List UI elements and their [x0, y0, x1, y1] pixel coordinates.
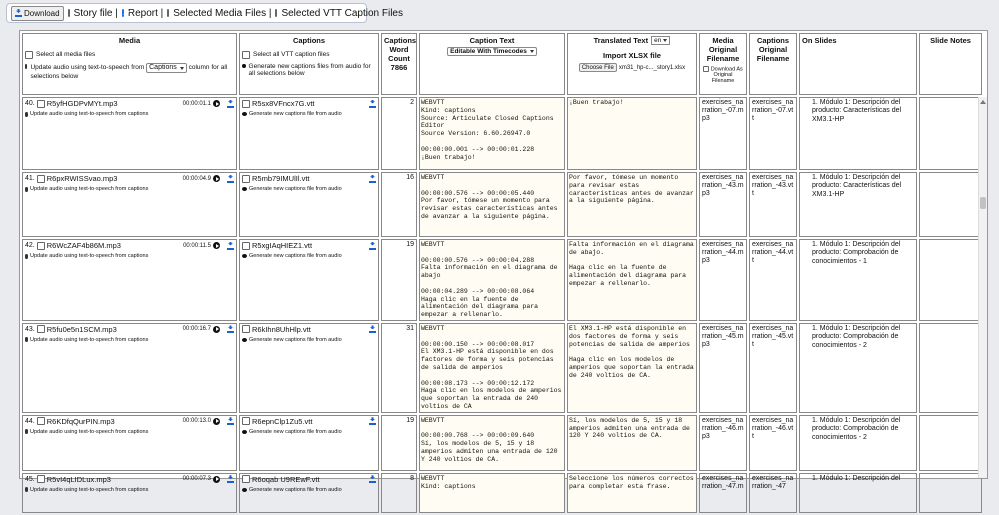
on-slides-cell: 1. Módulo 1: Descripción del producto: Comprobación de conocimientos - 2 — [799, 415, 917, 471]
captions-original-cell: exercises_narration_-07.vtt — [749, 97, 797, 170]
captions-header — [239, 33, 379, 95]
media-original-cell: exercises_narration_-45.mp3 — [699, 323, 747, 413]
media-duration: 00:00:11.5 — [183, 242, 211, 249]
translated-text-cell[interactable] — [567, 239, 697, 321]
captions-header-title: Captions — [292, 36, 326, 45]
microphone-icon — [25, 337, 28, 342]
download-icon[interactable] — [369, 417, 376, 425]
top-toolbar — [6, 3, 403, 23]
media-row-checkbox[interactable] — [37, 475, 45, 483]
report-table — [20, 31, 984, 515]
caption-mode-value: Editable With Timecodes — [450, 48, 527, 55]
slide-notes-cell — [919, 239, 982, 321]
slide-notes-cell — [919, 323, 982, 413]
language-select[interactable] — [651, 36, 670, 45]
download-icon[interactable] — [227, 175, 234, 183]
download-as-original[interactable] — [702, 66, 744, 84]
generate-captions-label[interactable]: Generate new captions file from audio — [249, 111, 342, 117]
media-original-cell: exercises_narration_-44.mp3 — [699, 239, 747, 321]
vtt-file-name: R5mb79IMUlIl.vtt — [252, 174, 310, 183]
download-icon[interactable] — [227, 475, 234, 483]
generate-captions-label[interactable]: Generate new captions file from audio — [249, 336, 342, 343]
play-icon[interactable] — [213, 242, 220, 249]
vtt-row-checkbox[interactable] — [242, 242, 250, 250]
media-original-cell: exercises_narration_-07.mp3 — [699, 97, 747, 170]
captions-cell — [239, 323, 379, 413]
media-row-checkbox[interactable] — [37, 417, 45, 425]
tts-source-select[interactable] — [146, 63, 187, 73]
speech-bubble-icon — [242, 488, 247, 492]
captions-original-title: Captions Original Filename — [756, 36, 790, 63]
slide-notes-cell — [919, 97, 982, 170]
download-button[interactable] — [11, 6, 64, 21]
row-number: 42. — [25, 242, 35, 249]
translated-text-editor[interactable]: Sí, los modelos de 5, 15 y 18 amperios admiten una entrada de 120 Y 240 voltios de CA. — [568, 416, 696, 470]
on-slides-cell: 1. Módulo 1: Descripción del producto: Características del XM3.1-HP — [799, 97, 917, 170]
select-all-media-checkbox[interactable] — [25, 51, 33, 59]
vtt-row-checkbox[interactable] — [242, 100, 250, 108]
caption-text-editor[interactable]: WEBVTT 00:00:00.576 --> 00:00:04.288 Falta información en el diagrama de abajo 00:00:04.289 --> 00:00:08.064 Haga clic en la fuente de alimentación del diagrama para empezar a rellenarlo. — [420, 240, 564, 320]
microphone-icon — [25, 187, 28, 192]
translated-text-header — [567, 33, 697, 95]
download-icon[interactable] — [227, 325, 234, 333]
word-count-cell: 8 — [381, 473, 417, 513]
media-cell — [22, 323, 237, 413]
media-row-checkbox[interactable] — [37, 242, 45, 250]
scrollbar-thumb[interactable] — [980, 197, 986, 209]
row-number: 44. — [25, 417, 35, 425]
media-original-cell: exercises_narration_-46.mp3 — [699, 415, 747, 471]
download-icon[interactable] — [369, 475, 376, 483]
captions-original-cell: exercises_narration_-45.vtt — [749, 323, 797, 413]
vtt-file-name: R6kIhn8UhHlp.vtt — [252, 324, 311, 334]
download-icon[interactable] — [369, 325, 376, 333]
play-icon[interactable] — [213, 326, 220, 333]
translated-text-editor[interactable]: ¡Buen trabajo! — [568, 98, 696, 169]
select-all-media-label: Select all media files — [36, 51, 96, 59]
media-cell — [22, 415, 237, 471]
generate-captions-label[interactable]: Generate new captions file from audio — [249, 486, 342, 493]
media-row-checkbox[interactable] — [37, 100, 45, 108]
row-number: 43. — [25, 325, 35, 333]
download-icon[interactable] — [369, 175, 376, 183]
caption-text-editor[interactable]: WEBVTT 00:00:00.768 --> 00:00:09.640 Sí, los modelos de 5, 15 y 18 amperios admiten una entrada de 120 Y 240 voltios de CA. — [420, 416, 564, 470]
word-count-total: 7866 — [390, 63, 408, 72]
on-slides-cell: 1. Módulo 1: Descripción del producto: Comprobación de conocimientos - 1 — [799, 239, 917, 321]
media-duration: 00:00:04.9 — [182, 175, 211, 182]
caption-text-header — [419, 33, 565, 95]
word-count-header — [381, 33, 417, 95]
chevron-down-icon — [663, 39, 667, 42]
table-row — [22, 239, 982, 321]
download-label: Download — [24, 8, 60, 18]
speech-bubble-icon — [242, 254, 247, 258]
update-audio-label[interactable]: Update audio using text-to-speech from captions — [30, 186, 149, 192]
media-file-name: R5yfHGDPvMYt.mp3 — [46, 99, 118, 108]
select-all-vtt-checkbox[interactable] — [242, 51, 250, 59]
play-icon[interactable] — [213, 100, 220, 107]
selected-media-label: Selected Media Files | — [173, 7, 272, 19]
row-number: 45. — [25, 475, 35, 483]
on-slides-cell: 1. Módulo 1: Descripción del producto: Características del XM3.1-HP — [799, 172, 917, 237]
captions-cell — [239, 172, 379, 237]
chosen-file-name: xm31_hp-c..._story1.xlsx — [618, 64, 686, 71]
translated-text-editor[interactable]: El XM3.1-HP está disponible en dos factores de forma y seis potencias de salida de amperios Haga clic en los modelos de amperios que soportan la entrada de 240 voltios de CA. — [568, 324, 696, 412]
vtt-row-checkbox[interactable] — [242, 417, 250, 425]
download-icon — [15, 9, 22, 17]
microphone-icon — [25, 112, 28, 117]
download-icon[interactable] — [227, 417, 234, 425]
word-count-cell: 2 — [381, 97, 417, 170]
generate-captions-label[interactable]: Generate new captions file from audio — [249, 253, 342, 259]
translated-text-editor[interactable]: Por favor, tómese un momento para revisar estas características antes de avanzar a la siguiente página. — [568, 173, 696, 236]
vtt-file-name: R6oqab U9REwF.vtt — [252, 474, 320, 484]
download-icon[interactable] — [369, 100, 376, 108]
word-count-cell: 16 — [381, 172, 417, 237]
table-row — [22, 415, 982, 471]
selected-media-checkbox[interactable] — [167, 9, 169, 17]
word-count-cell: 31 — [381, 323, 417, 413]
media-header-title: Media — [118, 36, 141, 45]
caption-text-cell[interactable] — [419, 172, 565, 237]
captions-cell — [239, 97, 379, 170]
speech-bubble-icon — [242, 64, 246, 68]
report-checkbox[interactable] — [122, 9, 124, 17]
tts-source-value: Captions — [149, 64, 177, 71]
speech-bubble-icon — [242, 430, 247, 434]
translated-text-editor[interactable]: Falta información en el diagrama de abajo. Haga clic en la fuente de alimentación del diagrama para empezar a rellenarlo. — [568, 240, 696, 320]
on-slides-cell: 1. Módulo 1: Descripción del — [799, 473, 917, 513]
caption-text-cell[interactable] — [419, 323, 565, 413]
captions-original-cell: exercises_narration_-47 — [749, 473, 797, 513]
story-file-label: Story file | — [73, 7, 118, 19]
media-file-name: R5fu0e5n1SCM.mp3 — [46, 324, 117, 334]
media-file-name: R6KDfqQurPIN.mp3 — [46, 416, 115, 426]
story-file-checkbox[interactable] — [68, 9, 70, 17]
captions-original-cell: exercises_narration_-44.vtt — [749, 239, 797, 321]
caption-text-title: Caption Text — [469, 36, 515, 45]
caption-text-cell[interactable] — [419, 97, 565, 170]
microphone-icon — [25, 254, 28, 259]
translated-text-editor[interactable]: Seleccione los números correctos para completar esta frase. — [568, 474, 696, 512]
media-original-cell: exercises_narration_-47.m — [699, 473, 747, 513]
chevron-down-icon — [180, 67, 184, 70]
slide-notes-cell — [919, 172, 982, 237]
media-file-name: R6pxRWISSvao.mp3 — [46, 174, 118, 183]
chevron-down-icon — [530, 50, 534, 53]
word-count-cell: 19 — [381, 415, 417, 471]
download-icon[interactable] — [369, 242, 376, 250]
translated-text-cell[interactable] — [567, 473, 697, 513]
generate-captions-label[interactable]: Generate new captions file from audio — [249, 428, 342, 435]
media-original-cell: exercises_narration_-43.mp3 — [699, 172, 747, 237]
language-value: en — [654, 37, 662, 44]
media-duration: 00:00:16.7 — [182, 326, 211, 333]
on-slides-header — [799, 33, 917, 95]
captions-cell — [239, 473, 379, 513]
row-number: 40. — [25, 100, 35, 107]
slide-notes-cell — [919, 415, 982, 471]
select-all-vtt-label: Select all VTT caption files — [253, 51, 330, 59]
update-audio-label[interactable]: Update audio using text-to-speech from captions — [30, 428, 149, 435]
media-row-checkbox[interactable] — [37, 175, 45, 183]
caption-text-editor[interactable]: WEBVTT 00:00:00.150 --> 00:00:08.017 El XM3.1-HP está disponible en dos factores de forma y seis potencias de salida de amperios 00:00:08.173 --> 00:00:12.172 Haga clic en los modelos de amperios que soportan la entrada de 240 voltios de CA — [420, 324, 564, 412]
word-count-title: Captions Word Count — [384, 36, 417, 63]
captions-original-header — [749, 33, 797, 95]
update-audio-label[interactable]: Update audio using text-to-speech from captions — [30, 336, 149, 343]
selected-vtt-checkbox[interactable] — [275, 9, 277, 17]
vtt-row-checkbox[interactable] — [242, 175, 250, 183]
caption-mode-select[interactable] — [447, 47, 537, 56]
update-audio-label[interactable]: Update audio using text-to-speech from captions — [30, 253, 149, 259]
download-as-original-checkbox[interactable] — [703, 66, 709, 72]
captions-cell — [239, 239, 379, 321]
table-row — [22, 97, 982, 170]
media-file-name: R6WcZAF4b86M.mp3 — [46, 241, 121, 250]
slide-notes-title: Slide Notes — [930, 36, 971, 45]
microphone-icon — [25, 487, 28, 492]
caption-text-editor[interactable]: WEBVTT Kind: captions Source: Articulate Closed Captions Editor Source Version: 6.60.26947.0 00:00:00.001 --> 00:00:01.228 ¡Buen trabajo! — [420, 98, 564, 169]
media-cell — [22, 172, 237, 237]
media-header — [22, 33, 237, 95]
play-icon[interactable] — [213, 175, 220, 182]
media-update-suffix: column for all selections below — [30, 64, 228, 81]
vertical-scrollbar[interactable] — [978, 97, 987, 478]
captions-original-cell: exercises_narration_-46.vtt — [749, 415, 797, 471]
caption-text-cell[interactable] — [419, 415, 565, 471]
captions-original-cell: exercises_narration_-43.vtt — [749, 172, 797, 237]
report-label: Report | — [127, 7, 164, 19]
media-original-header — [699, 33, 747, 95]
speech-bubble-icon — [242, 338, 247, 342]
play-icon[interactable] — [213, 418, 220, 425]
vtt-file-name: R5sx8VFncx7G.vtt — [252, 99, 315, 108]
report-table-container — [19, 30, 988, 493]
speech-bubble-icon — [242, 187, 247, 191]
scroll-up-icon[interactable] — [980, 100, 986, 104]
table-row — [22, 473, 982, 513]
caption-text-cell[interactable] — [419, 239, 565, 321]
vtt-file-name: R5xgIAqHIEZ1.vtt — [252, 241, 313, 250]
translated-text-title: Translated Text — [593, 36, 649, 45]
captions-generate-label: Generate new captions files from audio for all selections below — [248, 63, 371, 78]
slide-notes-cell — [919, 473, 982, 513]
vtt-row-checkbox[interactable] — [242, 325, 250, 333]
on-slides-title: On Slides — [802, 36, 837, 45]
media-duration: 00:00:01.1 — [182, 100, 211, 107]
microphone-icon — [25, 429, 28, 434]
slide-notes-header — [919, 33, 982, 95]
table-row — [22, 172, 982, 237]
media-row-checkbox[interactable] — [37, 325, 45, 333]
captions-cell — [239, 415, 379, 471]
translated-text-cell[interactable] — [567, 172, 697, 237]
play-icon[interactable] — [213, 476, 220, 483]
row-number: 41. — [25, 175, 35, 182]
media-original-title: Media Original Filename — [706, 36, 740, 63]
update-audio-label[interactable]: Update audio using text-to-speech from captions — [30, 486, 149, 493]
download-icon[interactable] — [227, 242, 234, 250]
caption-text-editor[interactable]: WEBVTT Kind: captions — [420, 474, 564, 512]
import-xlsx-title: Import XLSX file — [603, 51, 661, 60]
header-row — [22, 33, 982, 95]
on-slides-cell: 1. Módulo 1: Descripción del producto: Comprobación de conocimientos - 2 — [799, 323, 917, 413]
selected-vtt-label: Selected VTT Caption Files — [281, 7, 403, 19]
download-icon[interactable] — [227, 100, 234, 108]
word-count-cell: 19 — [381, 239, 417, 321]
microphone-icon — [25, 64, 27, 69]
media-file-name: R5vI4qLIDLux.mp3 — [46, 474, 111, 484]
media-cell — [22, 239, 237, 321]
generate-captions-label[interactable]: Generate new captions file from audio — [249, 186, 342, 192]
media-duration: 00:00:13.0 — [182, 418, 211, 425]
media-duration: 00:00:07.3 — [182, 476, 211, 483]
media-cell — [22, 473, 237, 513]
download-as-original-label: Download As Original Filename — [710, 66, 743, 85]
choose-file-button[interactable]: Choose File — [579, 63, 617, 72]
translated-text-cell[interactable] — [567, 97, 697, 170]
caption-text-cell[interactable] — [419, 473, 565, 513]
vtt-file-name: R6epnClp1Zu5.vtt — [252, 416, 313, 426]
vtt-row-checkbox[interactable] — [242, 475, 250, 483]
media-cell — [22, 97, 237, 170]
table-row — [22, 323, 982, 413]
media-update-prefix: Update audio using text-to-speech from — [30, 64, 145, 71]
update-audio-label[interactable]: Update audio using text-to-speech from captions — [30, 111, 149, 117]
speech-bubble-icon — [242, 112, 247, 116]
translated-text-cell[interactable] — [567, 415, 697, 471]
translated-text-cell[interactable] — [567, 323, 697, 413]
caption-text-editor[interactable]: WEBVTT 00:00:00.576 --> 00:00:05.440 Por favor, tómese un momento para revisar estas características antes de avanzar a la siguiente página. — [420, 173, 564, 236]
